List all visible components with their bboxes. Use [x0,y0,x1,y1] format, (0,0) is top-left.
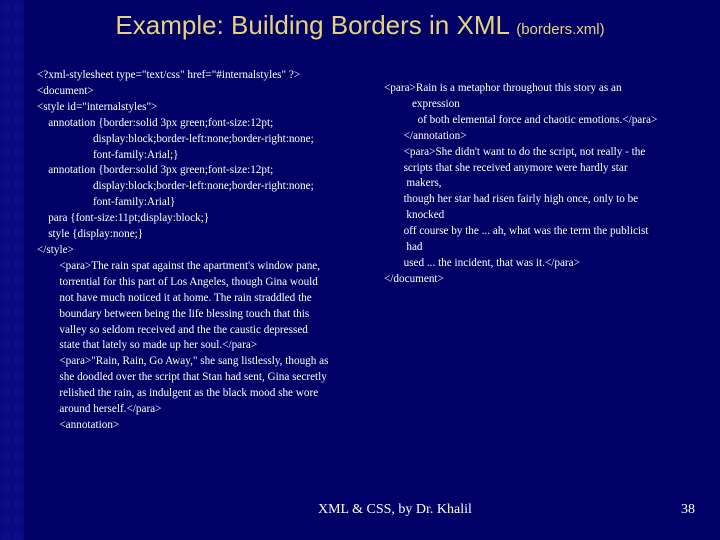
code-line: display:block;border-left:none;border-right:none; [37,132,314,145]
code-line: knocked [384,209,445,222]
decorative-square [2,292,10,300]
decorative-square [2,452,10,460]
decorative-square [2,372,10,380]
decorative-square [14,52,22,60]
title-main: Example: Building Borders in XML [115,10,509,40]
decorative-square [2,340,10,348]
decorative-square [14,452,22,460]
decorative-square [2,420,10,428]
decorative-square [14,148,22,156]
decorative-square [2,500,10,508]
decorative-square [2,228,10,236]
decorative-square [14,100,22,108]
code-line: had [384,241,423,254]
decorative-square [2,260,10,268]
code-line: she doodled over the script that Stan had sent, Gina secretly [37,371,327,384]
decorative-square [2,68,10,76]
code-line: </style> [37,243,74,256]
decorative-square [14,516,22,524]
page-number: 38 [681,502,695,517]
decorative-square [2,116,10,124]
decorative-square [14,500,22,508]
decorative-square [2,212,10,220]
decorative-square [2,516,10,524]
code-line: annotation {border:solid 3px green;font-size:12pt; [37,116,274,129]
code-line: <?xml-stylesheet type="text/css" href="#internalstyles" ?> [37,69,301,81]
code-line: <document> [37,84,94,97]
code-line: of both elemental force and chaotic emotions.</para> [384,113,658,126]
decorative-square [14,340,22,348]
decorative-square [14,84,22,92]
decorative-square [2,100,10,108]
decorative-square [2,244,10,252]
code-line: not have much noticed it at home. The rain straddled the [37,291,312,304]
code-line: valley so seldom received and the the caustic depressed [37,323,308,336]
code-line: off course by the ... ah, what was the term the publicist [384,225,649,238]
code-line: para {font-size:11pt;display:block;} [37,212,210,225]
decorative-square [14,372,22,380]
code-line: makers, [384,177,442,190]
decorative-square [14,292,22,300]
right-code-column [384,81,657,288]
code-line: <para>Rain is a metaphor throughout this story as an [384,82,622,94]
decorative-square [14,388,22,396]
decorative-square [2,148,10,156]
code-line: </annotation> [384,129,467,142]
decorative-square [2,324,10,332]
code-line: style {display:none;} [37,228,144,241]
code-line: state that lately so made up her soul.</para> [37,339,258,352]
decorative-square [14,180,22,188]
code-line: expression [384,97,460,110]
decorative-square [2,180,10,188]
decorative-square [2,308,10,316]
slide-title [0,10,720,41]
code-line: <para>"Rain, Rain, Go Away," she sang listlessly, though as [37,355,329,368]
decorative-square [2,484,10,492]
decorative-square [14,308,22,316]
decorative-square [2,468,10,476]
code-line: <para>The rain spat against the apartment's window pane, [37,259,321,272]
code-line: font-family:Arial;} [37,148,179,161]
decorative-square [14,244,22,252]
decorative-square [14,276,22,284]
code-line: relished the rain, as indulgent as the black mood she wore [37,387,319,400]
code-line: annotation {border:solid 3px green;font-size:12pt; [37,164,274,177]
decorative-square [14,228,22,236]
code-line: <para>She didn't want to do the script, not really - the [384,145,646,158]
decorative-square [14,532,22,540]
decorative-square [14,436,22,444]
code-line: font-family:Arial} [37,196,176,209]
decorative-square [14,484,22,492]
code-line: boundary between being the life blessing touch that this [37,307,310,320]
code-line: display:block;border-left:none;border-right:none; [37,180,314,193]
decorative-square [14,132,22,140]
decorative-square [2,132,10,140]
code-line: though her star had risen fairly high once, only to be [384,193,639,206]
decorative-square [14,468,22,476]
code-line: <style id="internalstyles"> [37,100,158,113]
decorative-square [14,196,22,204]
decorative-square [14,420,22,428]
decorative-square [14,260,22,268]
decorative-square [14,116,22,124]
code-line: around herself.</para> [37,403,162,416]
decorative-square [2,84,10,92]
decorative-square [2,164,10,172]
slide-footer: XML & CSS, by Dr. Khalil [318,502,472,517]
decorative-square [14,68,22,76]
code-line: torrential for this part of Los Angeles, though Gina would [37,275,318,288]
decorative-square [14,404,22,412]
code-line: </document> [384,272,444,285]
decorative-square [14,356,22,364]
code-line: used ... the incident, that was it.</para> [384,256,580,269]
decorative-square [2,388,10,396]
code-line: <annotation> [37,418,120,431]
decorative-square [2,196,10,204]
code-line: scripts that she received anymore were hardly star [384,161,628,174]
decorative-square [14,324,22,332]
decorative-square [2,404,10,412]
title-filename: (borders.xml) [516,21,605,38]
decorative-square [2,436,10,444]
decorative-square [14,212,22,220]
decorative-square [2,52,10,60]
decorative-square [2,276,10,284]
left-code-column [37,68,328,434]
decorative-square [2,532,10,540]
decorative-square [2,356,10,364]
decorative-square-pattern [0,0,24,540]
decorative-square [14,164,22,172]
